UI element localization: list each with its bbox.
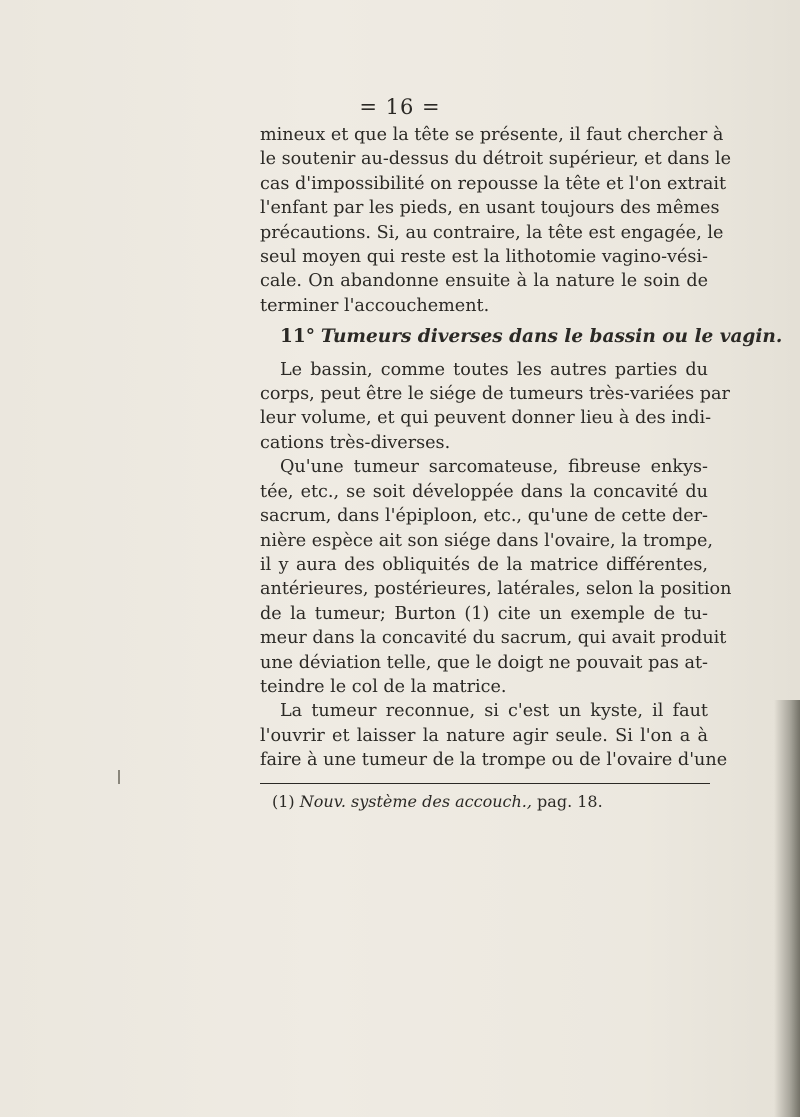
section-number: 11° bbox=[280, 326, 315, 348]
text-line: terminer l'accouchement. bbox=[260, 295, 490, 316]
text-line: sacrum, dans l'épiploon, etc., qu'une de cette der- bbox=[260, 506, 708, 527]
paragraph-1 bbox=[260, 123, 731, 318]
footnote-page: pag. 18. bbox=[537, 792, 603, 811]
text-line: de la tumeur; Burton (1) cite un exemple de tu- bbox=[260, 603, 708, 624]
text-line: il y aura des obliquités de la matrice différentes, bbox=[260, 554, 708, 575]
text-line: cations très-diverses. bbox=[260, 432, 451, 453]
margin-mark bbox=[118, 770, 120, 784]
text-line: Le bassin, comme toutes les autres parties du bbox=[280, 359, 708, 380]
text-line: l'enfant par les pieds, en usant toujours des mêmes bbox=[260, 198, 720, 219]
text-line: une déviation telle, que le doigt ne pouvait pas at- bbox=[260, 652, 708, 673]
text-line: corps, peut être le siége de tumeurs très-variées par bbox=[260, 384, 730, 405]
body-text bbox=[260, 123, 783, 773]
text-line: le soutenir au-dessus du détroit supérieur, et dans le bbox=[260, 149, 731, 170]
section-title: Tumeurs diverses dans le bassin ou le vagin. bbox=[320, 326, 783, 348]
text-line: La tumeur reconnue, si c'est un kyste, il faut bbox=[280, 701, 708, 722]
footnote-rule bbox=[260, 783, 710, 784]
text-line: antérieures, postérieures, latérales, selon la position bbox=[260, 579, 732, 600]
footnote-marker: (1) bbox=[272, 792, 295, 811]
paragraph-4 bbox=[260, 699, 728, 772]
footnote-reference: Nouv. système des accouch., bbox=[299, 792, 532, 811]
paragraph-2 bbox=[260, 358, 730, 456]
page-edge-shadow bbox=[774, 700, 800, 1117]
text-line: Qu'une tumeur sarcomateuse, fibreuse enkys- bbox=[280, 457, 708, 478]
text-line: meur dans la concavité du sacrum, qui avait produit bbox=[260, 628, 727, 649]
text-line: mineux et que la tête se présente, il faut chercher à bbox=[260, 125, 724, 145]
text-line: leur volume, et qui peuvent donner lieu à des indi- bbox=[260, 408, 712, 429]
paragraph-3 bbox=[260, 455, 732, 699]
text-line: l'ouvrir et laisser la nature agir seule. Si l'on a à bbox=[260, 725, 708, 746]
text-line: teindre le col de la matrice. bbox=[260, 676, 507, 697]
section-heading bbox=[260, 325, 783, 349]
text-line: nière espèce ait son siége dans l'ovaire, la trompe, bbox=[260, 530, 713, 551]
text-line: cas d'impossibilité on repousse la tête et l'on extrait bbox=[260, 173, 727, 194]
footnote bbox=[272, 792, 603, 811]
text-line: seul moyen qui reste est la lithotomie vagino-vési- bbox=[260, 247, 708, 268]
text-line: précautions. Si, au contraire, la tête est engagée, le bbox=[260, 222, 724, 243]
text-line: tée, etc., se soit développée dans la concavité du bbox=[260, 481, 708, 502]
page-number: = 16 = bbox=[359, 95, 441, 119]
text-line: faire à une tumeur de la trompe ou de l'ovaire d'une bbox=[260, 750, 728, 771]
text-line: cale. On abandonne ensuite à la nature le soin de bbox=[260, 271, 708, 292]
